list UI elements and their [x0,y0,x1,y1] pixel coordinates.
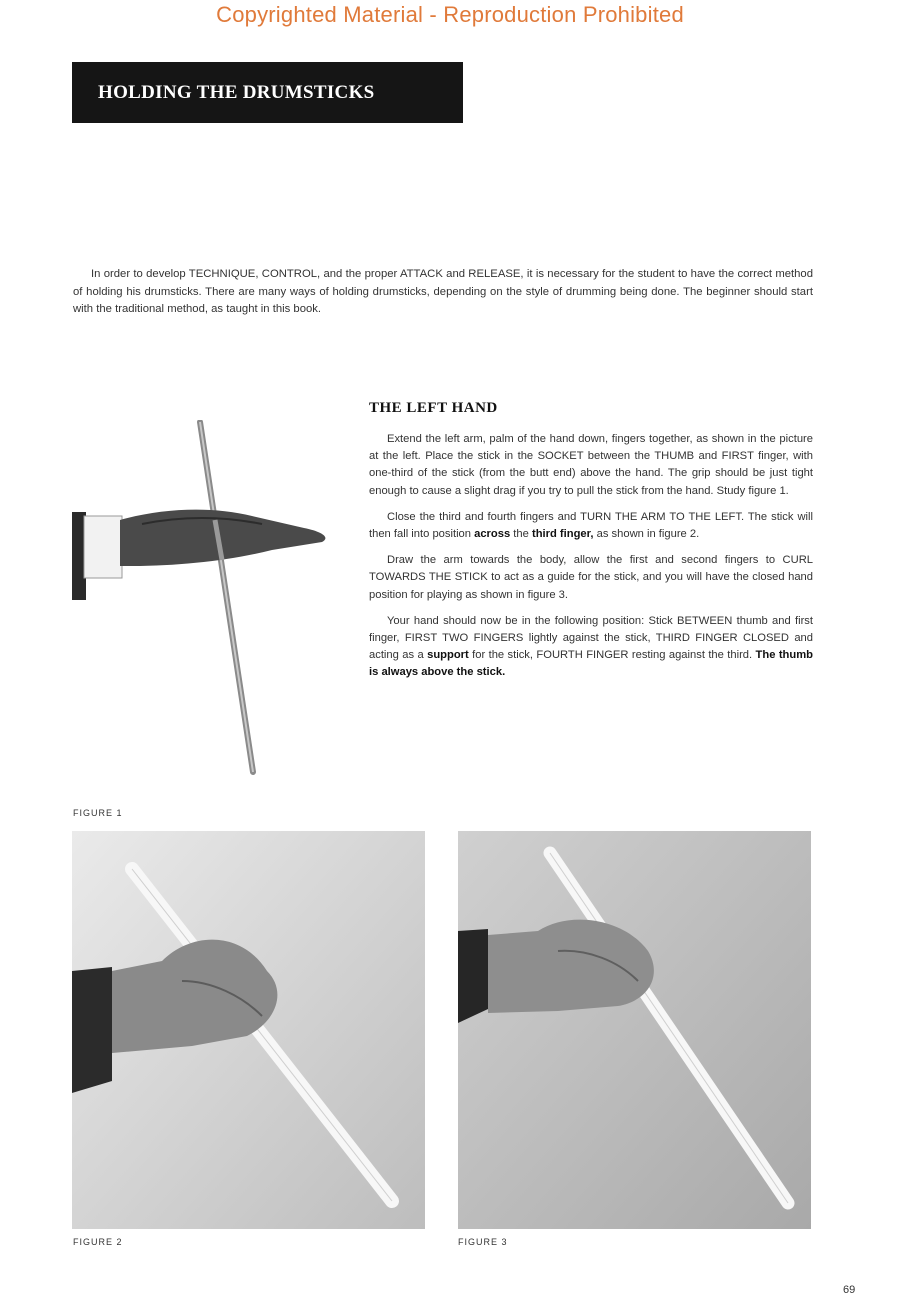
chapter-title: HOLDING THE DRUMSTICKS [98,81,375,103]
figure-3-caption: FIGURE 3 [458,1237,508,1247]
figure-2-photo [72,831,425,1229]
chapter-title-bar [72,62,463,123]
section-heading: THE LEFT HAND [369,400,498,416]
figure-3-photo [458,831,811,1229]
figure-1-illustration [72,420,332,775]
paragraph-4: Your hand should now be in the following position: Stick BETWEEN thumb and first finger, FIRST TWO FINGERS lightly against the stick, THIRD FINGER CLOSED and acting as a support for the stick, FOURTH FINGER resting against the third. The thumb is always above the stick. [369,614,814,679]
figure-1-caption: FIGURE 1 [73,808,123,818]
paragraph-2: Close the third and fourth fingers and TURN THE ARM TO THE LEFT. The stick will then fall into position across the third finger, as shown in figure 2. [369,510,813,541]
intro-paragraph: In order to develop TECHNIQUE, CONTROL, and the proper ATTACK and RELEASE, it is necessary for the student to have the correct method of holding his drumsticks. There are many ways of holding drumsticks, depending on the style of drumming being done. The beginner should start with the traditional method, as taught in this book. [73,268,813,315]
paragraph-3: Draw the arm towards the body, allow the first and second fingers to CURL TOWARDS THE STICK to act as a guide for the stick, and you will have the closed hand position for playing as shown in figure 3. [369,554,813,601]
paragraph-1: Extend the left arm, palm of the hand down, fingers together, as shown in the picture at the left. Place the stick in the SOCKET between the THUMB and FIRST finger, with one-third of the stick (from the butt end) above the hand. The grip should be just tight enough to cause a slight drag if you try to pull the stick from the hand. Study figure 1. [369,433,813,497]
copyright-watermark: Copyrighted Material - Reproduction Prohibited [216,2,684,27]
figure-2-caption: FIGURE 2 [73,1237,123,1247]
left-hand-instructions [369,431,813,691]
page-number: 69 [843,1284,856,1296]
